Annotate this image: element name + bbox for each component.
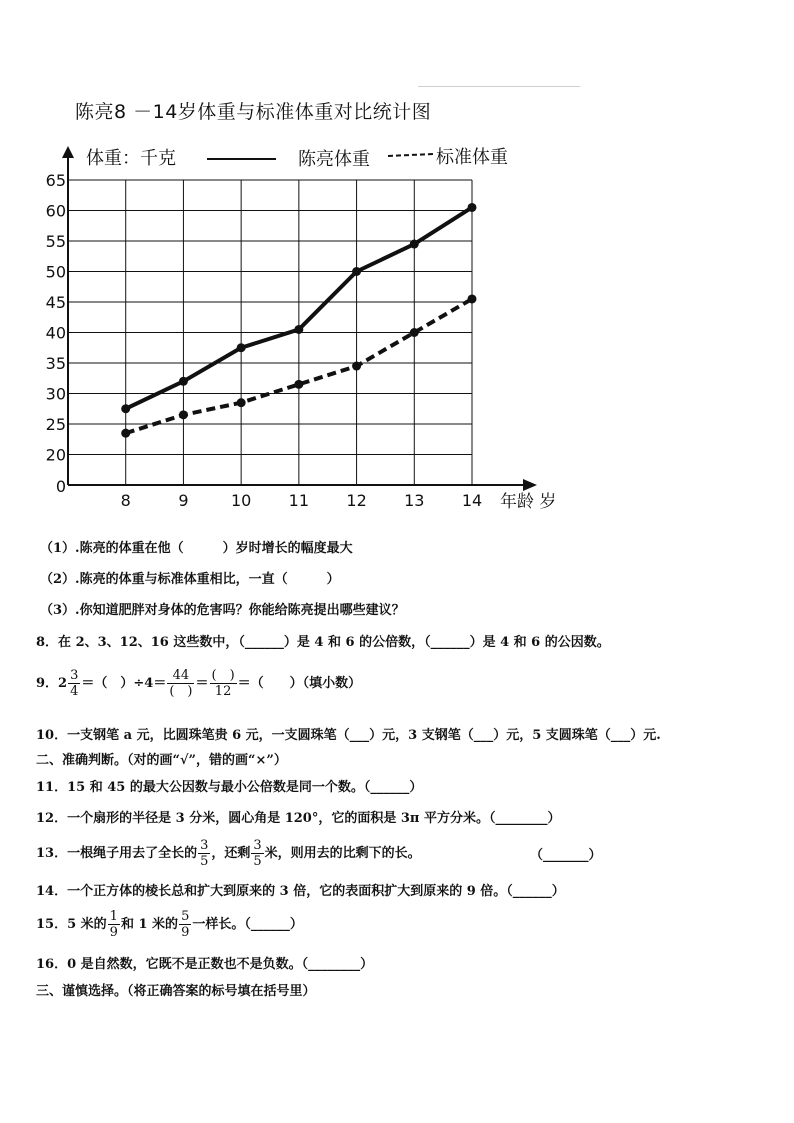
q15-f2-den: 9 — [181, 925, 190, 940]
legend-dashed-label: 标准体重 — [436, 147, 508, 168]
y-tick-label: 0 — [55, 477, 66, 496]
q15-text-c: 一样长。（______） — [192, 917, 303, 932]
chart-axes — [62, 146, 537, 491]
data-point-dashed — [294, 380, 303, 389]
data-point-dashed — [121, 429, 130, 438]
x-tick-label: 14 — [461, 491, 483, 510]
y-tick-label: 60 — [45, 201, 66, 221]
chart-legend — [207, 147, 508, 170]
q13-fraction-2 — [251, 838, 263, 869]
chart-title: 陈亮8 －14岁体重与标准体重对比统计图 — [75, 101, 432, 123]
q15-text-a: 15．5 米的 — [36, 917, 107, 932]
y-tick-label: 35 — [45, 354, 66, 373]
q15-f2-num: 5 — [181, 909, 190, 924]
data-point-solid — [468, 203, 477, 212]
data-point-dashed — [179, 410, 188, 419]
q15-fraction-2 — [179, 909, 191, 940]
q13-text-b: ，还剩 — [211, 846, 251, 861]
question-14: 14．一个正方体的棱长总和扩大到原来的 3 倍，它的表面积扩大到原来的 9 倍。（______） — [36, 884, 565, 899]
question-9 — [36, 668, 361, 699]
x-tick-label: 9 — [178, 491, 189, 510]
y-tick-label: 65 — [45, 171, 66, 190]
q15-fraction-1 — [108, 909, 120, 940]
q9-mid-1: ＝（ ）÷4＝ — [81, 676, 167, 691]
q9-mid-2: ＝ — [195, 676, 209, 691]
q13-fraction-1 — [198, 838, 210, 869]
x-tick-label: 11 — [288, 491, 310, 510]
q9-f2-den: ( ) — [169, 684, 193, 699]
q9-prefix: 9． — [36, 676, 59, 691]
y-tick-label: 55 — [45, 232, 66, 251]
q15-text-b: 和 1 米的 — [120, 917, 179, 932]
data-point-solid — [179, 377, 188, 386]
q9-fraction-2 — [167, 668, 194, 699]
q9-f3-num: ( ) — [211, 668, 235, 683]
q13-f1-num: 3 — [200, 838, 209, 853]
question-15 — [36, 909, 303, 940]
q9-f1-den: 4 — [70, 684, 79, 699]
q13-f2-num: 3 — [253, 838, 262, 853]
data-point-solid — [352, 267, 361, 276]
x-tick-label: 10 — [230, 491, 252, 510]
data-point-solid — [294, 325, 303, 334]
question-13 — [36, 838, 421, 869]
q15-f1-den: 9 — [109, 925, 118, 940]
x-tick-label: 8 — [120, 491, 131, 510]
data-point-dashed — [237, 398, 246, 407]
legend-dashed-swatch — [388, 154, 433, 156]
y-tick-label: 25 — [45, 415, 66, 434]
question-c3: （3）.你知道肥胖对身体的危害吗？你能给陈亮提出哪些建议？ — [40, 603, 405, 618]
q13-text-a: 13．一根绳子用去了全长的 — [36, 846, 198, 861]
q9-whole: 2 — [58, 676, 68, 691]
y-axis-arrow — [62, 146, 74, 158]
q9-suffix: ＝（ ）（填小数） — [237, 676, 362, 691]
x-axis-label: 年龄 岁 — [500, 492, 557, 512]
data-point-dashed — [410, 328, 419, 337]
q9-f2-num: 44 — [167, 668, 194, 684]
x-tick-label: 13 — [404, 491, 425, 510]
q13-f2-den: 5 — [253, 854, 262, 869]
question-8: 8．在 2、3、12、16 这些数中，（______）是 4 和 6 的公倍数，（______）是 4 和 6 的公因数。 — [36, 635, 610, 650]
q13-f1-den: 5 — [200, 854, 209, 869]
question-12: 12．一个扇形的半径是 3 分米，圆心角是 120°，它的面积是 3π 平方分米。（________） — [36, 811, 561, 826]
legend-solid-label: 陈亮体重 — [298, 149, 370, 170]
q9-fraction-1 — [68, 668, 80, 699]
question-c1: （1）.陈亮的体重在他（ ）岁时增长的幅度最大 — [40, 541, 353, 556]
y-axis-label: 体重：千克 — [86, 148, 176, 169]
y-tick-label: 45 — [45, 293, 66, 312]
q13-text-c: 米，则用去的比剩下的长。 — [264, 846, 421, 861]
q9-f1-num: 3 — [70, 668, 79, 683]
data-point-dashed — [468, 294, 477, 303]
q15-f1-num: 1 — [109, 909, 118, 924]
question-16: 16．0 是自然数，它既不是正数也不是负数。（________） — [36, 957, 374, 972]
q9-fraction-3 — [210, 668, 237, 699]
x-axis-arrow — [523, 479, 537, 491]
y-tick-label: 50 — [45, 262, 66, 282]
line-chart — [40, 140, 600, 520]
header-rule — [418, 86, 580, 87]
data-point-solid — [410, 240, 419, 249]
q13-answer-blank: （_______） — [530, 848, 602, 863]
y-tick-label: 20 — [45, 445, 66, 465]
question-11: 11．15 和 45 的最大公因数与最小公倍数是同一个数。（______） — [36, 780, 423, 795]
y-tick-label: 40 — [45, 323, 66, 343]
data-point-solid — [237, 343, 246, 352]
section-2-heading: 二、准确判断。（对的画“√”，错的画“×”） — [36, 753, 287, 768]
x-tick-label: 12 — [346, 491, 367, 510]
section-3-heading: 三、谨慎选择。（将正确答案的标号填在括号里） — [36, 984, 316, 999]
data-point-dashed — [352, 362, 361, 371]
data-point-solid — [121, 404, 130, 413]
question-c2: （2）.陈亮的体重与标准体重相比，一直（ ） — [40, 572, 340, 587]
y-tick-label: 30 — [45, 384, 66, 404]
q9-f3-den: 12 — [214, 684, 232, 699]
question-10: 10．一支钢笔 a 元，比圆珠笔贵 6 元，一支圆珠笔（___）元，3 支钢笔（___）元，5 支圆珠笔（___）元. — [36, 728, 661, 743]
